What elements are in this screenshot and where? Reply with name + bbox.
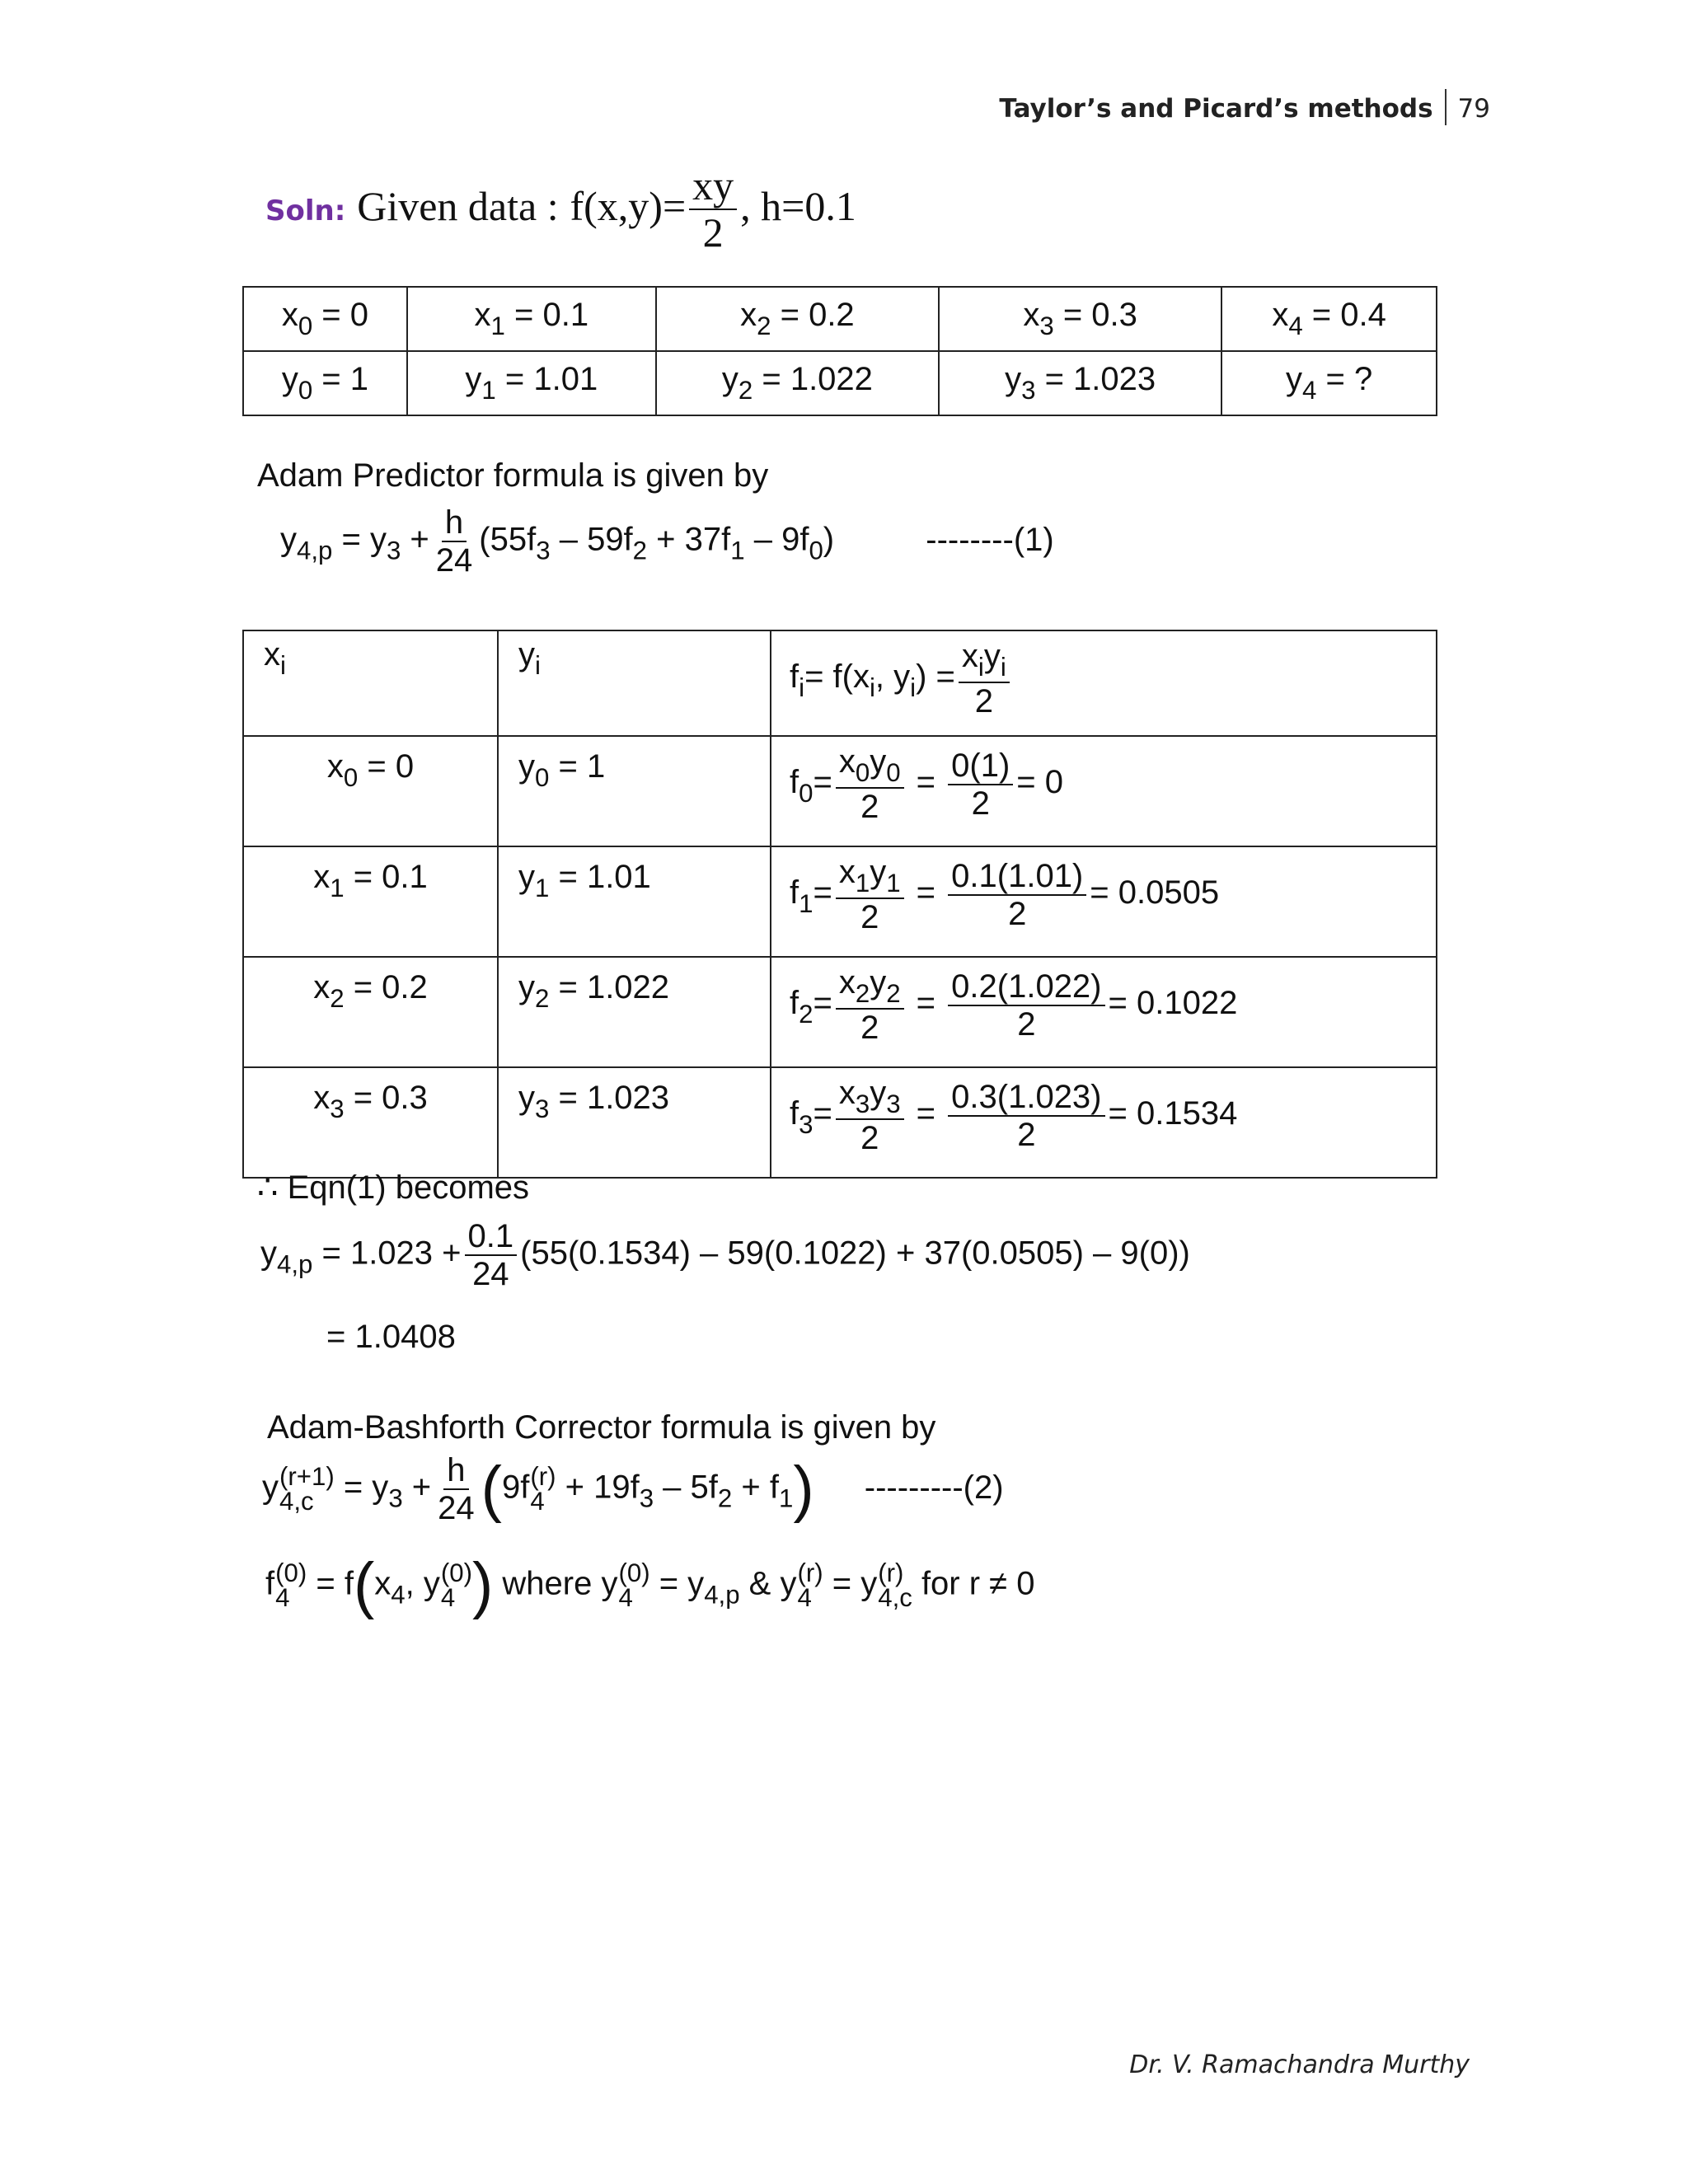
table-cell: $y_1 = 1.01$ — [407, 351, 656, 415]
table-cell: $y_0 = 1$ — [243, 351, 407, 415]
table-row — [243, 957, 1437, 1067]
table-cell: $f_3=$ $\frac{x_3y_3}{2}$ = $\frac{0.3(1.023)}{2}$ = 0.1534 — [771, 1067, 1437, 1178]
fraction-numerator: xy — [689, 163, 737, 210]
table-cell: $y_2 = 1.022$ — [656, 351, 939, 415]
table-cell: $x_2 = 0.2$ — [243, 957, 498, 1067]
eqn1-fraction: $\frac{0.1}{24}$ — [465, 1218, 518, 1292]
soln-label: Soln: — [265, 194, 346, 228]
table-cell: $x_4 = 0.4$ — [1221, 287, 1437, 351]
header-title: Taylor’s and Picard’s methods — [999, 94, 1433, 124]
table-cell: $f_0=$ $\frac{x_0y_0}{2}$ = $\frac{0(1)}{2}$ = 0 — [771, 736, 1437, 846]
solution-given-line — [265, 163, 856, 255]
table-row — [243, 736, 1437, 846]
table-row — [243, 287, 1437, 351]
function-values-table — [242, 630, 1437, 1179]
table-cell: $y_1 = 1.01$ — [498, 846, 771, 957]
table-cell: $x_0 = 0$ — [243, 287, 407, 351]
table-cell: $x_1 = 0.1$ — [407, 287, 656, 351]
corrector-formula: y (r+1) 4,c = $y_3$ + $\frac{h}{24}$ (9f (r) 4 + $19f_3 - 5f_2 + f_1$) ---------(2) — [262, 1452, 1004, 1526]
table-row — [243, 846, 1437, 957]
table-cell: $x_3 = 0.3$ — [243, 1067, 498, 1178]
eqn1-result: = 1.0408 — [326, 1319, 456, 1355]
initial-condition-line: f (0) 4 = $f(x_4$, y (0) 4 ) where y (0) 4 = $y_{4,p}$ & y (r) 4 = y (r) 4,c for r ≠ 0 — [265, 1550, 1035, 1620]
page-header — [0, 89, 1490, 125]
header-divider — [1445, 89, 1447, 125]
table-cell: $f_2=$ $\frac{x_2y_2}{2}$ = $\frac{0.2(1.022)}{2}$ = 0.1022 — [771, 957, 1437, 1067]
table-header-row — [243, 630, 1437, 736]
header-fi: $f_i= f(x_i$, $y_i$) = $\frac{x_iy_i}{2}$ — [771, 630, 1437, 736]
table-cell: $f_1=$ $\frac{x_1y_1}{2}$ = $\frac{0.1(1.01)}{2}$ = 0.0505 — [771, 846, 1437, 957]
equation-label-2: ---------(2) — [864, 1469, 1004, 1506]
table-cell: $y_3 = 1.023$ — [939, 351, 1221, 415]
step-size: , h=0.1 — [740, 183, 856, 230]
page-number: 79 — [1457, 94, 1490, 124]
eqn1-heading: ∴ Eqn(1) becomes — [257, 1169, 530, 1206]
function-lhs: f(x,y)= — [570, 183, 687, 230]
corrector-heading: Adam-Bashforth Corrector formula is given by — [267, 1409, 936, 1446]
predictor-heading: Adam Predictor formula is given by — [257, 457, 769, 494]
table-cell: $y_2 = 1.022$ — [498, 957, 771, 1067]
page-footer-author: Dr. V. Ramachandra Murthy — [1129, 2050, 1470, 2079]
table-cell: $x_3 = 0.3$ — [939, 287, 1221, 351]
corrector-fraction: $\frac{h}{24}$ — [438, 1452, 475, 1526]
table-cell: $x_2 = 0.2$ — [656, 287, 939, 351]
predictor-formula: $y_{4,p} = y_3$ + $\frac{h}{24}$ $(55f_3 - 59f_2 + 37f_1 - 9f_0)$ --------(1) — [280, 504, 1054, 579]
table-cell: $y_0 = 1$ — [498, 736, 771, 846]
eqn1-substituted: $y_{4,p} = 1.023$ + $\frac{0.1}{24}$ (55(0.1534) – 59(0.1022) + 37(0.0505) – 9(0)) — [260, 1218, 1190, 1292]
table-cell: $y_3 = 1.023$ — [498, 1067, 771, 1178]
table-row — [243, 1067, 1437, 1178]
given-text: Given data : — [357, 183, 559, 230]
table-cell: $x_1 = 0.1$ — [243, 846, 498, 957]
header-xi: $x_i$ — [243, 630, 498, 736]
table-cell: $y_4$ = ? — [1221, 351, 1437, 415]
fraction-denominator: 2 — [702, 209, 724, 255]
equation-label-1: --------(1) — [926, 521, 1054, 558]
table-cell: $x_0 = 0$ — [243, 736, 498, 846]
table-row — [243, 351, 1437, 415]
predictor-fraction: $\frac{h}{24}$ — [435, 504, 473, 579]
function-fraction — [689, 163, 737, 255]
given-values-table — [242, 286, 1437, 416]
header-yi: $y_i$ — [498, 630, 771, 736]
